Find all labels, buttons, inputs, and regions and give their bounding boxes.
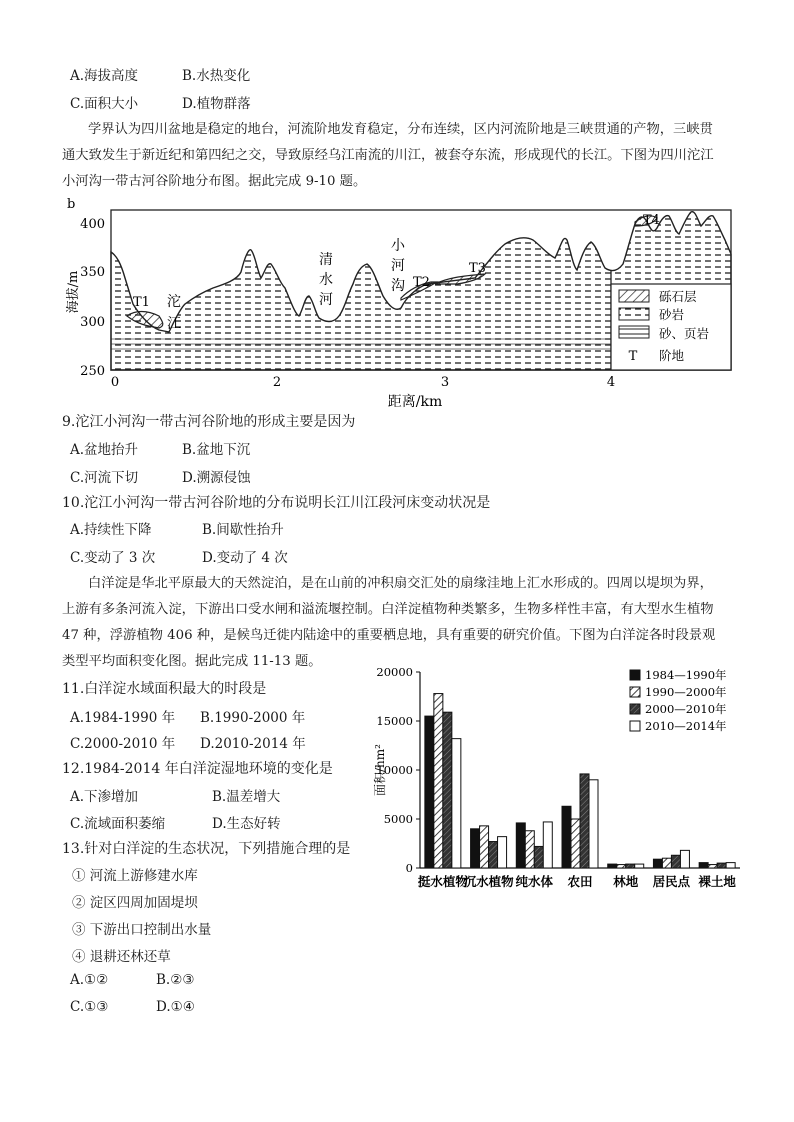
bar-1-2: [489, 842, 498, 868]
bar-6-0: [699, 863, 708, 868]
profile-xtick-2: 2: [272, 375, 282, 390]
q12-option-a: A.下渗增加: [70, 789, 139, 805]
bar-5-1: [662, 858, 671, 868]
passage2-line1: 白洋淀是华北平原最大的天然淀泊，是在山前的冲积扇交汇处的扇缘洼地上汇水形成的。四周以堤坝为界，: [88, 576, 713, 591]
label-xiao-2: 河: [391, 258, 405, 274]
label-t3: T3: [469, 261, 486, 276]
q13-option-b: B.②③: [156, 972, 195, 988]
label-xiao-3: 沟: [391, 278, 405, 294]
profile-ytick-400: 400: [80, 217, 105, 232]
chart-category-label: 林地: [613, 874, 639, 889]
bar-6-2: [717, 863, 726, 868]
q13-item-1: ① 河流上游修建水库: [72, 868, 198, 884]
q8-option-d: D.植物群落: [182, 96, 251, 112]
profile-ytick-300: 300: [80, 315, 105, 330]
label-qing-1: 清: [319, 252, 333, 268]
q13-option-c: C.①③: [70, 999, 109, 1015]
chart-ytick-label: 10000: [376, 763, 413, 777]
label-t2: T2: [413, 275, 430, 290]
bar-4-1: [617, 865, 626, 868]
profile-ytick-350: 350: [80, 265, 105, 280]
legend-swatch-2: [630, 704, 640, 714]
profile-xlabel: 距离/km: [387, 394, 443, 410]
chart-category-label: 纯水体: [515, 874, 554, 889]
bar-0-2: [443, 712, 452, 868]
label-t4: T4: [643, 213, 660, 228]
bar-3-2: [580, 774, 589, 868]
chart-ylabel: 面积/hm²: [373, 744, 387, 796]
label-t1: T1: [133, 295, 150, 310]
bar-5-2: [671, 855, 680, 868]
bar-2-1: [525, 831, 534, 868]
passage1-line2: 通大致发生于新近纪和第四纪之交，导致原经乌江南流的川江，被套夺东流，形成现代的长江。下图为四川沱江: [62, 148, 714, 163]
q10-stem: 10.沱江小河沟一带古河谷阶地的分布说明长江川江段河床变动状况是: [62, 495, 491, 511]
q9-stem: 9.沱江小河沟一带古河谷阶地的形成主要是因为: [62, 414, 356, 430]
legend-terrace-symbol: T: [628, 349, 638, 364]
bar-5-3: [680, 850, 689, 868]
passage1-line3: 小河沟一带古河谷阶地分布图。据此完成 9-10 题。: [62, 174, 367, 189]
bar-3-0: [562, 806, 571, 868]
passage2-line2: 上游有多条河流入淀，下游出口受水闸和溢流堰控制。白洋淀植物种类繁多，生物多样性丰富，有大型水生植物: [62, 602, 714, 617]
chart-ytick-label: 0: [405, 861, 413, 875]
legend-label-1: 1990—2000年: [645, 685, 727, 699]
legend-label-2: 2000—2010年: [645, 702, 727, 716]
profile-xtick-3: 3: [440, 375, 450, 390]
bar-1-3: [498, 837, 507, 868]
chart-category-label: 沉水植物: [463, 874, 514, 889]
legend-swatch-3: [630, 721, 640, 731]
q13-stem: 13.针对白洋淀的生态状况，下列措施合理的是: [62, 841, 351, 857]
q11-option-c: C.2000-2010 年: [70, 736, 176, 752]
bar-0-1: [434, 694, 443, 868]
chart-ytick-label: 5000: [383, 812, 413, 826]
profile-xtick-4: 4: [606, 375, 616, 390]
bar-2-0: [516, 823, 525, 868]
bar-5-0: [653, 859, 662, 868]
bar-1-1: [480, 826, 489, 868]
q9-option-c: C.河流下切: [70, 470, 139, 486]
q11-option-b: B.1990-2000 年: [200, 710, 306, 726]
bar-6-3: [726, 863, 735, 868]
bar-1-0: [471, 829, 480, 868]
bar-0-3: [452, 739, 461, 868]
q10-option-a: A.持续性下降: [70, 522, 152, 538]
bar-2-2: [534, 846, 543, 868]
profile-ytick-250: 250: [80, 364, 105, 379]
q13-option-a: A.①②: [70, 972, 109, 988]
bar-6-1: [708, 865, 717, 868]
q11-option-d: D.2010-2014 年: [200, 736, 306, 752]
chart-ytick-label: 15000: [376, 714, 413, 728]
q13-item-3: ③ 下游出口控制出水量: [72, 922, 212, 938]
legend-shale-swatch: [619, 326, 649, 338]
chart-category-label: 居民点: [652, 874, 691, 889]
q12-option-d: D.生态好转: [212, 816, 281, 832]
q12-stem: 12.1984-2014 年白洋淀湿地环境的变化是: [62, 761, 333, 777]
bar-4-0: [608, 864, 617, 868]
q11-stem: 11.白洋淀水域面积最大的时段是: [62, 681, 267, 697]
q8-option-b: B.水热变化: [182, 68, 251, 84]
passage1-line1: 学界认为四川盆地是稳定的地台，河流阶地发育稳定，分布连续，区内河流阶地是三峡贯通的产物，三峡贯: [88, 122, 713, 137]
legend-sand-swatch: [619, 308, 649, 320]
terrace-profile-figure: [55, 192, 745, 412]
q10-option-c: C.变动了 3 次: [70, 550, 156, 566]
chart-category-label: 裸土地: [698, 874, 736, 889]
q9-option-a: A.盆地抬升: [70, 442, 139, 458]
q10-option-d: D.变动了 4 次: [202, 550, 288, 566]
q13-item-4: ④ 退耕还林还草: [72, 949, 171, 965]
bar-2-3: [543, 822, 552, 868]
profile-ylabel: 海拔/m: [66, 270, 81, 314]
legend-swatch-1: [630, 687, 640, 697]
passage2-line3: 47 种，浮游植物 406 种，是候鸟迁徙内陆途中的重要栖息地，具有重要的研究价值。下图为白洋淀各时段景观: [62, 628, 716, 643]
bar-3-1: [571, 819, 580, 868]
legend-label-0: 1984—1990年: [645, 668, 727, 682]
q10-option-b: B.间歇性抬升: [202, 522, 284, 538]
legend-sand-label: 砂岩: [659, 307, 685, 322]
profile-corner-label: b: [67, 197, 76, 212]
q8-option-c: C.面积大小: [70, 96, 139, 112]
label-tuo-2: 江: [167, 316, 181, 332]
q13-item-2: ② 淀区四周加固堤坝: [72, 895, 198, 911]
label-qing-2: 水: [319, 272, 333, 288]
legend-shale-label: 砂、页岩: [659, 326, 710, 341]
q13-option-d: D.①④: [156, 999, 195, 1015]
q11-option-a: A.1984-1990 年: [70, 710, 176, 726]
label-tuo-1: 沱: [167, 294, 181, 310]
q9-option-b: B.盆地下沉: [182, 442, 251, 458]
legend-gravel-swatch: [619, 290, 649, 302]
chart-category-label: 农田: [567, 874, 593, 889]
legend-label-3: 2010—2014年: [645, 719, 727, 733]
legend-terrace-label: 阶地: [659, 348, 685, 363]
q8-option-a: A.海拔高度: [70, 68, 139, 84]
bar-4-3: [635, 864, 644, 868]
bar-4-2: [626, 864, 635, 868]
profile-xtick-0: 0: [110, 375, 120, 390]
bar-3-3: [589, 780, 598, 868]
q12-option-b: B.温差增大: [212, 789, 281, 805]
passage2-line4: 类型平均面积变化图。据此完成 11-13 题。: [62, 654, 322, 669]
legend-swatch-0: [630, 670, 640, 680]
q9-option-d: D.溯源侵蚀: [182, 470, 251, 486]
chart-category-label: 挺水植物: [417, 874, 468, 889]
label-xiao-1: 小: [391, 238, 405, 254]
landscape-area-bar-chart: [370, 660, 750, 895]
bar-0-0: [425, 716, 434, 868]
chart-ytick-label: 20000: [376, 665, 413, 679]
q12-option-c: C.流域面积萎缩: [70, 816, 166, 832]
legend-gravel-label: 砾石层: [659, 289, 697, 304]
label-qing-3: 河: [319, 292, 333, 308]
